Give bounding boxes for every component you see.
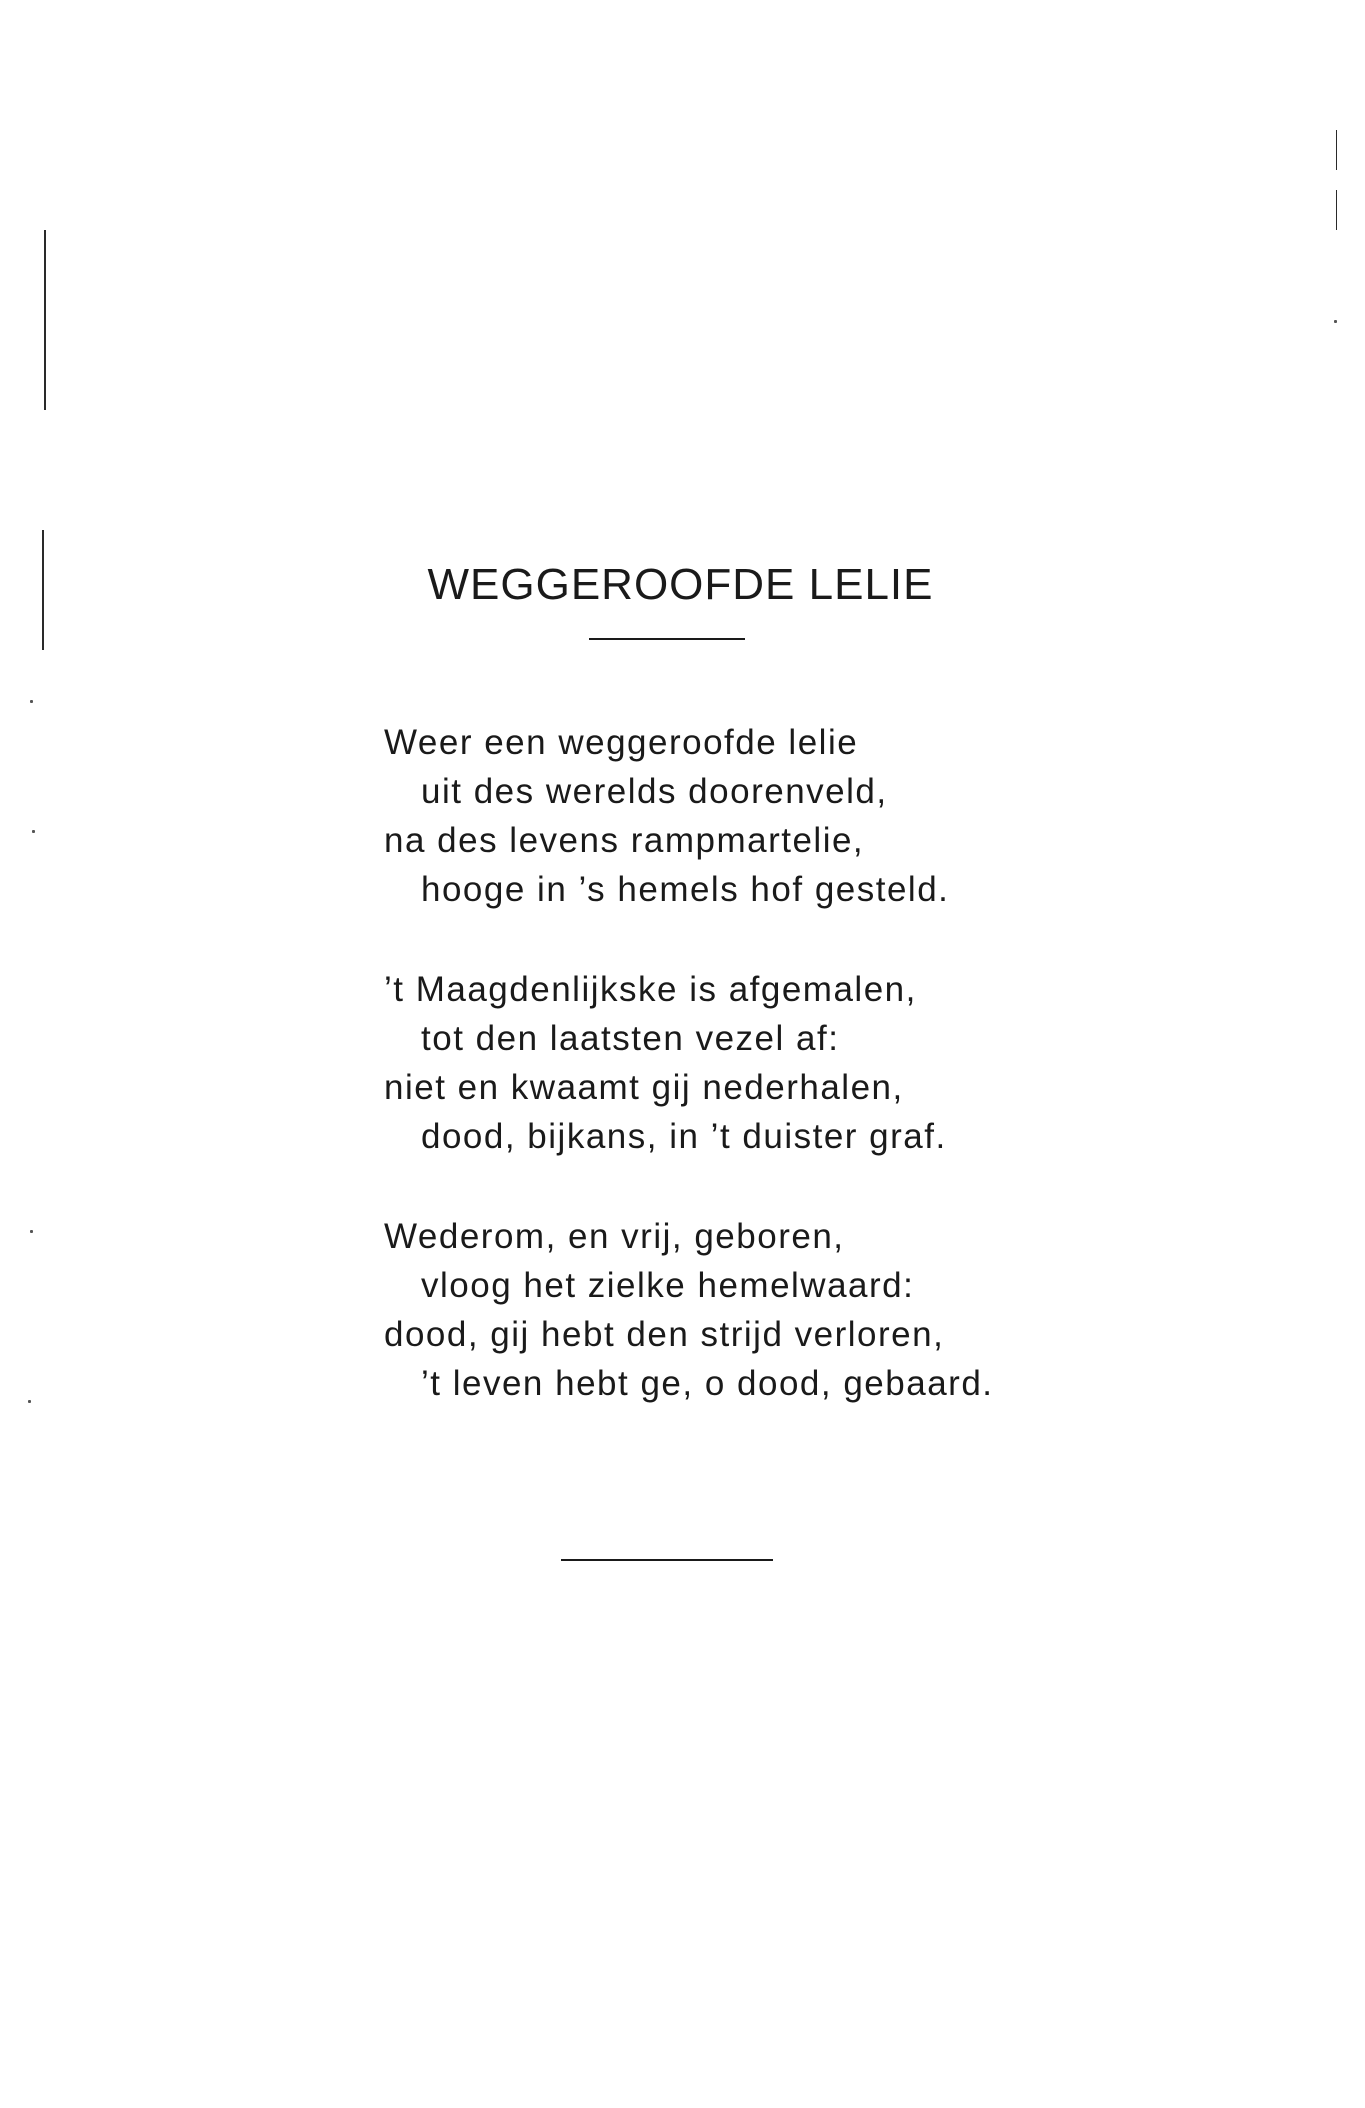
scan-edge-line (44, 230, 46, 410)
stanza (384, 1212, 1084, 1408)
verse-line: dood, bijkans, in ’t duister graf. (421, 1117, 947, 1156)
verse-line: dood, gij hebt den strijd verloren, (384, 1315, 945, 1354)
scan-edge-line (1336, 130, 1337, 170)
verse-line: hooge in ’s hemels hof gesteld. (421, 870, 950, 909)
verse-line: ’t Maagdenlijkske is afgemalen, (384, 970, 917, 1009)
verse-line: ’t leven hebt ge, o dood, gebaard. (421, 1364, 994, 1403)
poem-body (384, 718, 1084, 1459)
scan-speck (1334, 320, 1337, 323)
verse-line: tot den laatsten vezel af: (421, 1019, 840, 1058)
title-divider (589, 638, 745, 640)
verse-line: vloog het zielke hemelwaard: (421, 1266, 915, 1305)
poem-title (0, 557, 1365, 613)
verse-line: uit des werelds doorenveld, (421, 772, 888, 811)
scan-speck (32, 830, 35, 833)
verse-line: Weer een weggeroofde lelie (384, 723, 859, 762)
poem-title-text: WEGGEROOFDE LELIE (427, 560, 934, 610)
stanza (384, 718, 1084, 914)
stanza (384, 965, 1084, 1161)
scan-speck (30, 700, 33, 703)
verse-line: Wederom, en vrij, geboren, (384, 1217, 845, 1256)
scan-speck (30, 1230, 33, 1233)
verse-line: niet en kwaamt gij nederhalen, (384, 1068, 904, 1107)
scan-edge-line (1336, 190, 1337, 230)
verse-line: na des levens rampmartelie, (384, 821, 865, 860)
scan-speck (28, 1400, 31, 1403)
end-divider (561, 1559, 773, 1561)
